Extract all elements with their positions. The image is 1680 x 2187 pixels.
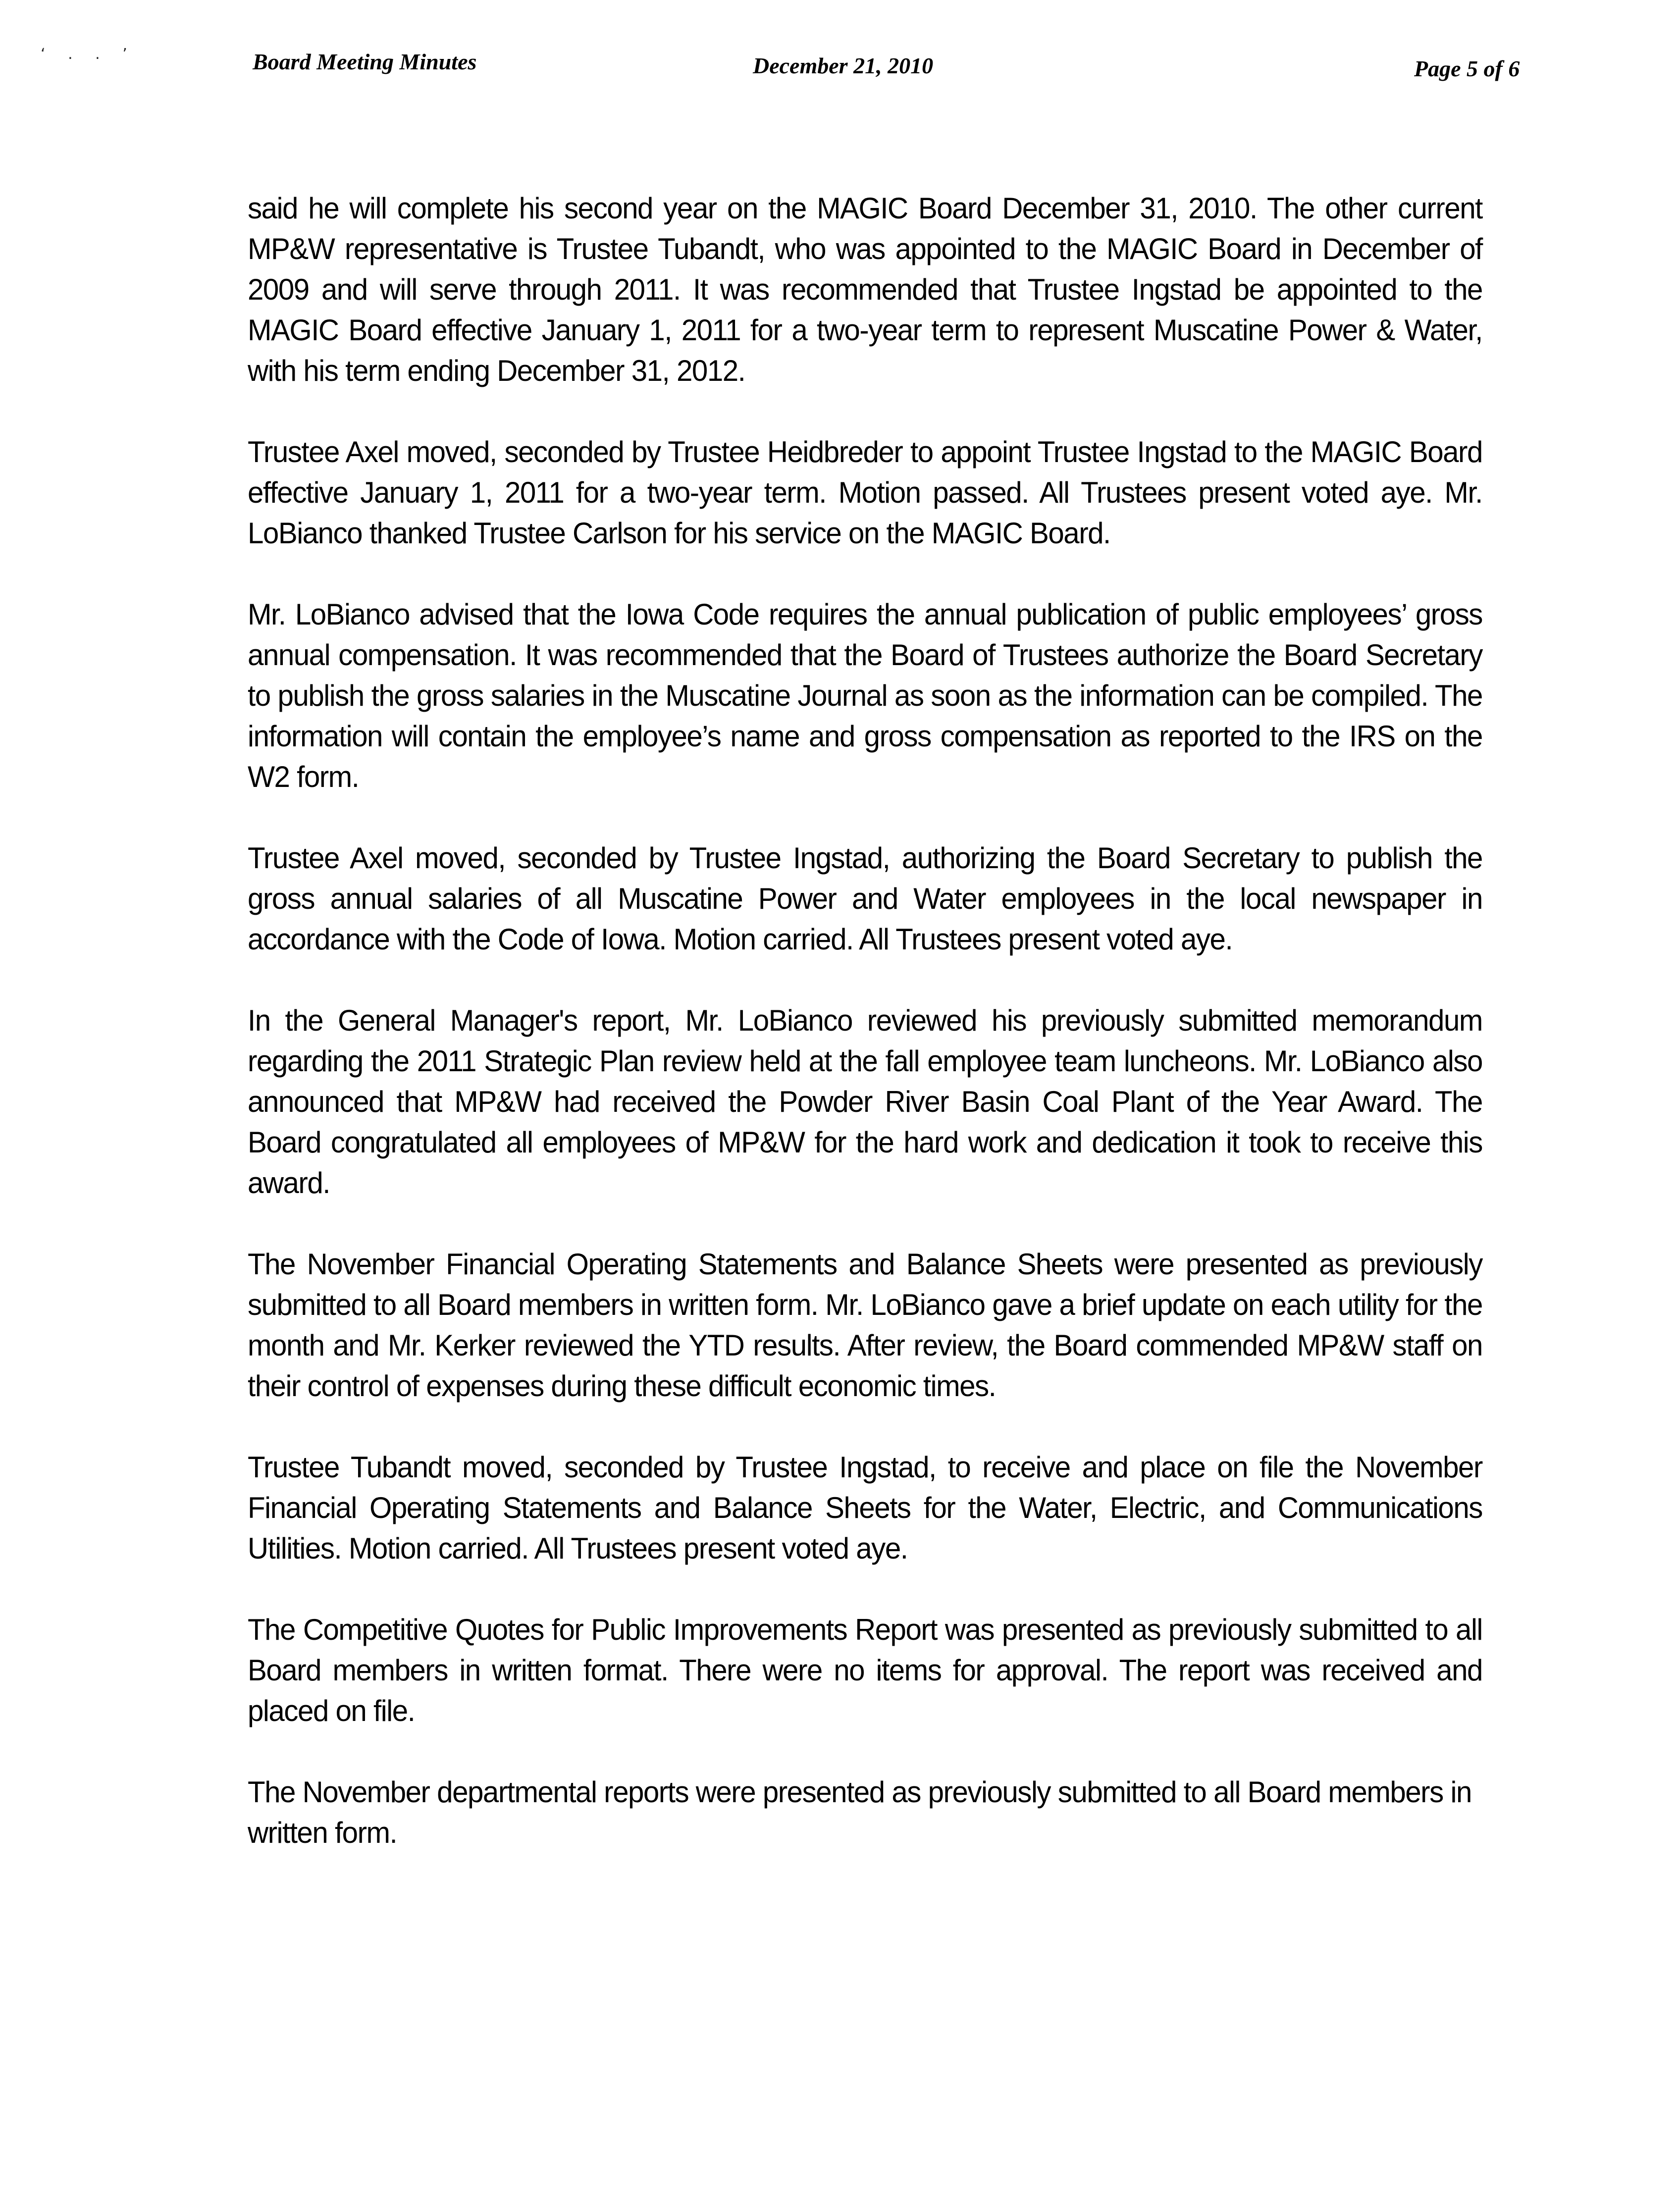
- paragraph-motion-publish-salaries: Trustee Axel moved, seconded by Trustee Ingstad, authorizing the Board Secretary to publish the gross annual salaries of all Muscatine Power and Water employees in the local newspaper in accordance with the Code of Iowa. Motion carried. All Trustees present voted aye.: [248, 841, 1482, 956]
- paragraph-departmental-reports: The November departmental reports were presented as previously submitted to all Board members in written form.: [248, 1775, 1471, 1849]
- paragraph-competitive-quotes: The Competitive Quotes for Public Improvements Report was presented as previously submitted to all Board members in written format. There were no items for approval. The report was received and placed on file.: [248, 1613, 1482, 1727]
- paragraph-magic-board-appointment: said he will complete his second year on the MAGIC Board December 31, 2010. The other current MP&W representative is Trustee Tubandt, who was appointed to the MAGIC Board in December of 2009 and will serve through 2011. It was recommended that Trustee Ingstad be appointed to the MAGIC Board effective January 1, 2011 for a two-year term to represent Muscatine Power & Water, with his term ending December 31, 2012.: [248, 192, 1482, 387]
- page-header: [0, 49, 1680, 83]
- paragraph-financial-statements: The November Financial Operating Statements and Balance Sheets were presented as previously submitted to all Board members in written form. Mr. LoBianco gave a brief update on each utility for the month and Mr. Kerker reviewed the YTD results. After review, the Board commended MP&W staff on their control of expenses during these difficult economic times.: [248, 1248, 1482, 1403]
- page-number: Page 5 of 6: [1414, 56, 1520, 81]
- paragraph-motion-appoint-ingstad: Trustee Axel moved, seconded by Trustee Heidbreder to appoint Trustee Ingstad to the MAGIC Board effective January 1, 2011 for a two-year term. Motion passed. All Trustees present voted aye. Mr. LoBianco thanked Trustee Carlson for his service on the MAGIC Board.: [248, 435, 1482, 550]
- scan-artifact: ‘ . . ’: [41, 46, 136, 63]
- meeting-date: December 21, 2010: [753, 53, 934, 78]
- document-title: Board Meeting Minutes: [253, 49, 477, 74]
- paragraph-motion-financial-statements: Trustee Tubandt moved, seconded by Trustee Ingstad, to receive and place on file the November Financial Operating Statements and Balance Sheets for the Water, Electric, and Communications Utilities. Motion carried. All Trustees present voted aye.: [248, 1451, 1482, 1565]
- minutes-body: [248, 188, 1521, 1894]
- paragraph-iowa-code-compensation: Mr. LoBianco advised that the Iowa Code requires the annual publication of public employees’ gross annual compensation. It was recommended that the Board of Trustees authorize the Board Secretary to publish the gross salaries in the Muscatine Journal as soon as the information can be compiled. The information will contain the employee’s name and gross compensation as reported to the IRS on the W2 form.: [248, 598, 1482, 793]
- paragraph-general-manager-report: In the General Manager's report, Mr. LoBianco reviewed his previously submitted memorandum regarding the 2011 Strategic Plan review held at the fall employee team luncheons. Mr. LoBianco also announced that MP&W had received the Powder River Basin Coal Plant of the Year Award. The Board congratulated all employees of MP&W for the hard work and dedication it took to receive this award.: [248, 1004, 1482, 1199]
